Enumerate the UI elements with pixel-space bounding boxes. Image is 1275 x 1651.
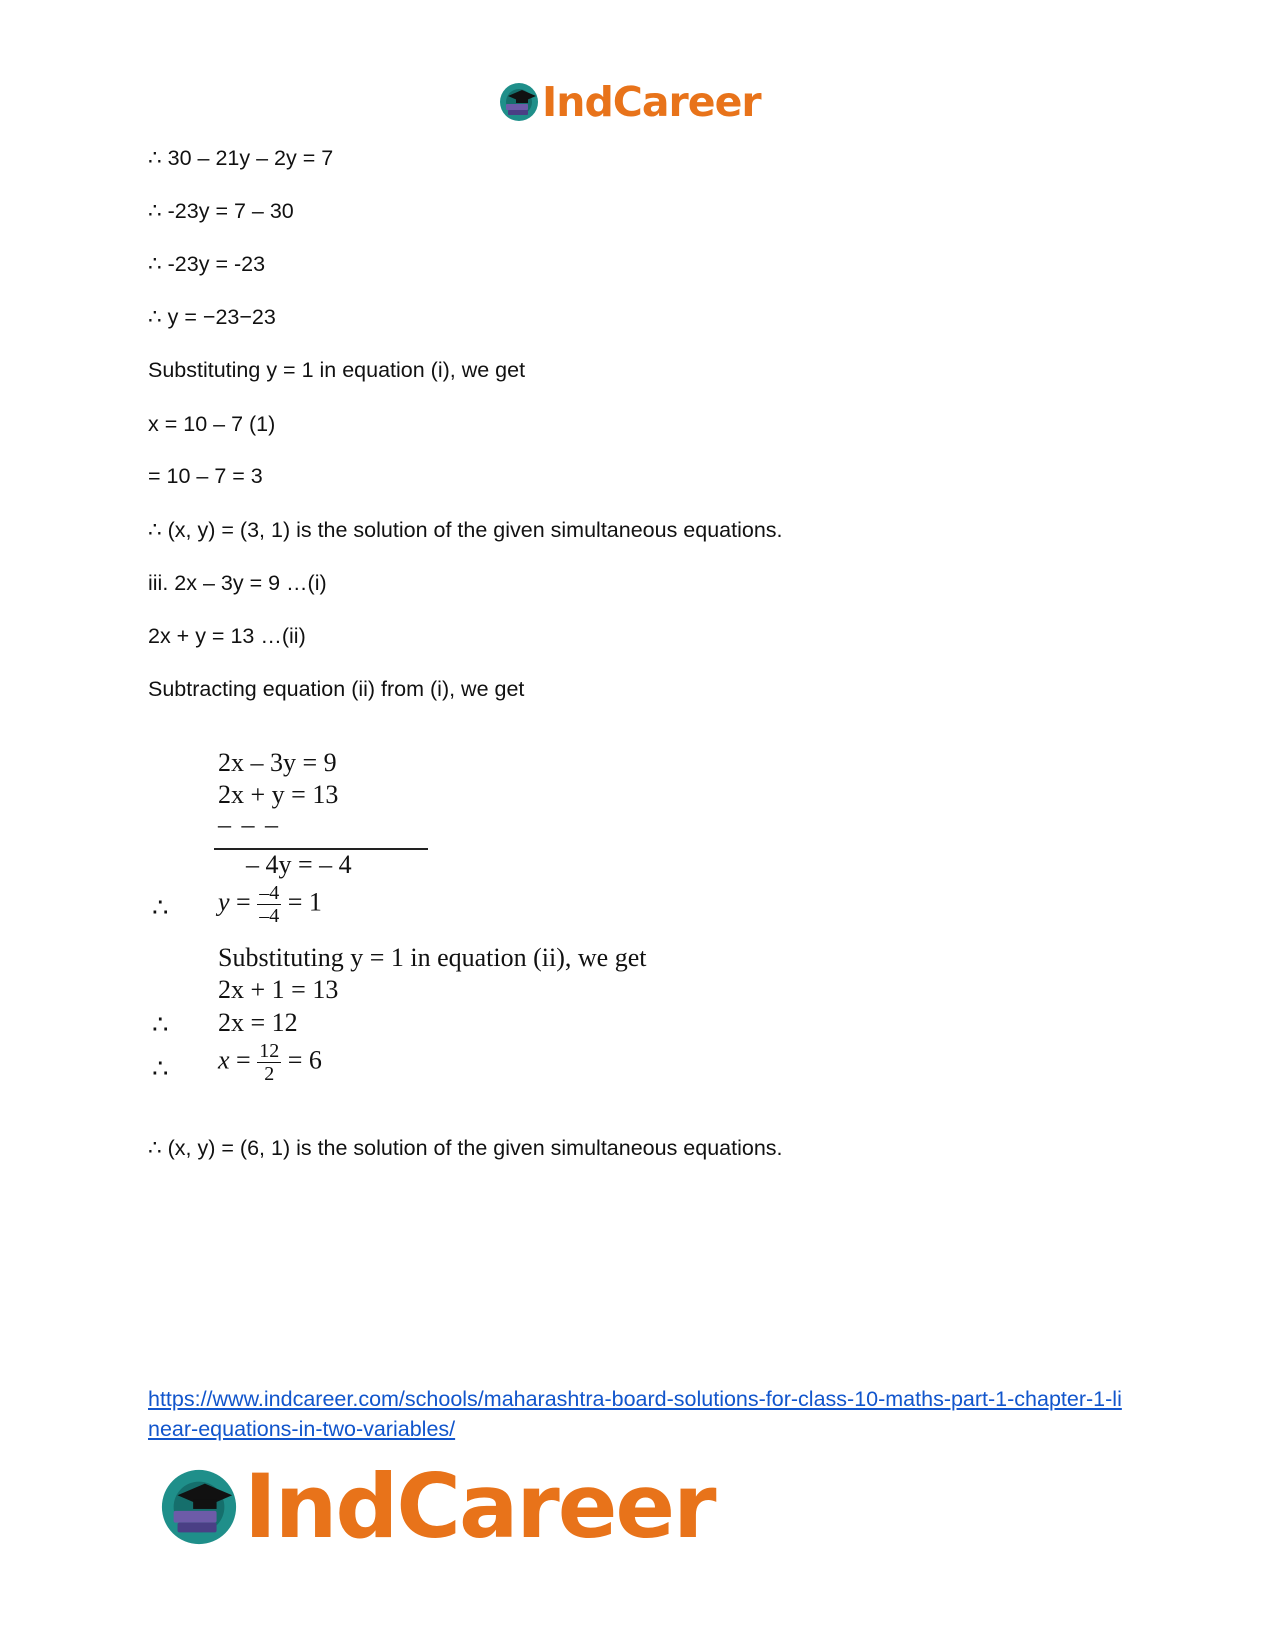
- math-step2: 2x = 12: [218, 1008, 298, 1037]
- therefore-symbol: ∴: [152, 893, 169, 922]
- text-line: ∴ y = −23−23: [148, 305, 276, 329]
- math-y-solution: y = $\frac{-4}{-4}$ = 1: [218, 882, 322, 927]
- footer-link[interactable]: https://www.indcareer.com/schools/maharashtra-board-solutions-for-class-10-maths-part-1-chapter-1-linear-equations-in-two-variables/: [148, 1387, 1122, 1441]
- brand-name: IndCareer: [244, 1455, 715, 1558]
- math-step1: 2x + 1 = 13: [218, 975, 339, 1004]
- math-eq2: 2x + y = 13: [218, 780, 339, 809]
- math-eq1: 2x – 3y = 9: [218, 748, 337, 777]
- graduation-book-icon: [498, 81, 540, 123]
- brand-name: IndCareer: [542, 78, 761, 126]
- x-fraction: [257, 1040, 281, 1085]
- text-line: 2x + y = 13 …(ii): [148, 624, 306, 648]
- math-result: – 4y = – 4: [246, 850, 352, 879]
- text-line: ∴ (x, y) = (3, 1) is the solution of the given simultaneous equations.: [148, 518, 783, 542]
- header-logo: [498, 78, 761, 126]
- math-x-solution: x = $\frac{12}{2}$ = 6: [218, 1040, 322, 1085]
- y-fraction: [257, 882, 281, 927]
- x-denominator: 2: [264, 1063, 275, 1085]
- text-line: ∴ 30 – 21y – 2y = 7: [148, 146, 334, 170]
- text-line: x = 10 – 7 (1): [148, 412, 276, 436]
- text-line: ∴ -23y = 7 – 30: [148, 199, 294, 223]
- therefore-symbol: ∴: [152, 1010, 169, 1039]
- y-denominator: –4: [259, 905, 280, 927]
- therefore-symbol: ∴: [152, 1054, 169, 1083]
- text-line: = 10 – 7 = 3: [148, 464, 263, 488]
- y-value: = 1: [287, 887, 322, 917]
- conclusion-line: ∴ (x, y) = (6, 1) is the solution of the given simultaneous equations.: [148, 1136, 783, 1160]
- x-numerator: 12: [259, 1040, 280, 1062]
- footer-logo: [158, 1455, 715, 1558]
- graduation-book-icon: [158, 1466, 240, 1548]
- text-line: ∴ -23y = -23: [148, 252, 266, 276]
- x-value: = 6: [287, 1045, 322, 1075]
- y-numerator: –4: [259, 882, 280, 904]
- text-line: Subtracting equation (ii) from (i), we get: [148, 677, 525, 701]
- text-line: iii. 2x – 3y = 9 …(i): [148, 571, 327, 595]
- math-substitute: Substituting y = 1 in equation (ii), we get: [218, 943, 647, 972]
- math-signs: – – –: [218, 810, 280, 839]
- text-line: Substituting y = 1 in equation (i), we get: [148, 358, 526, 382]
